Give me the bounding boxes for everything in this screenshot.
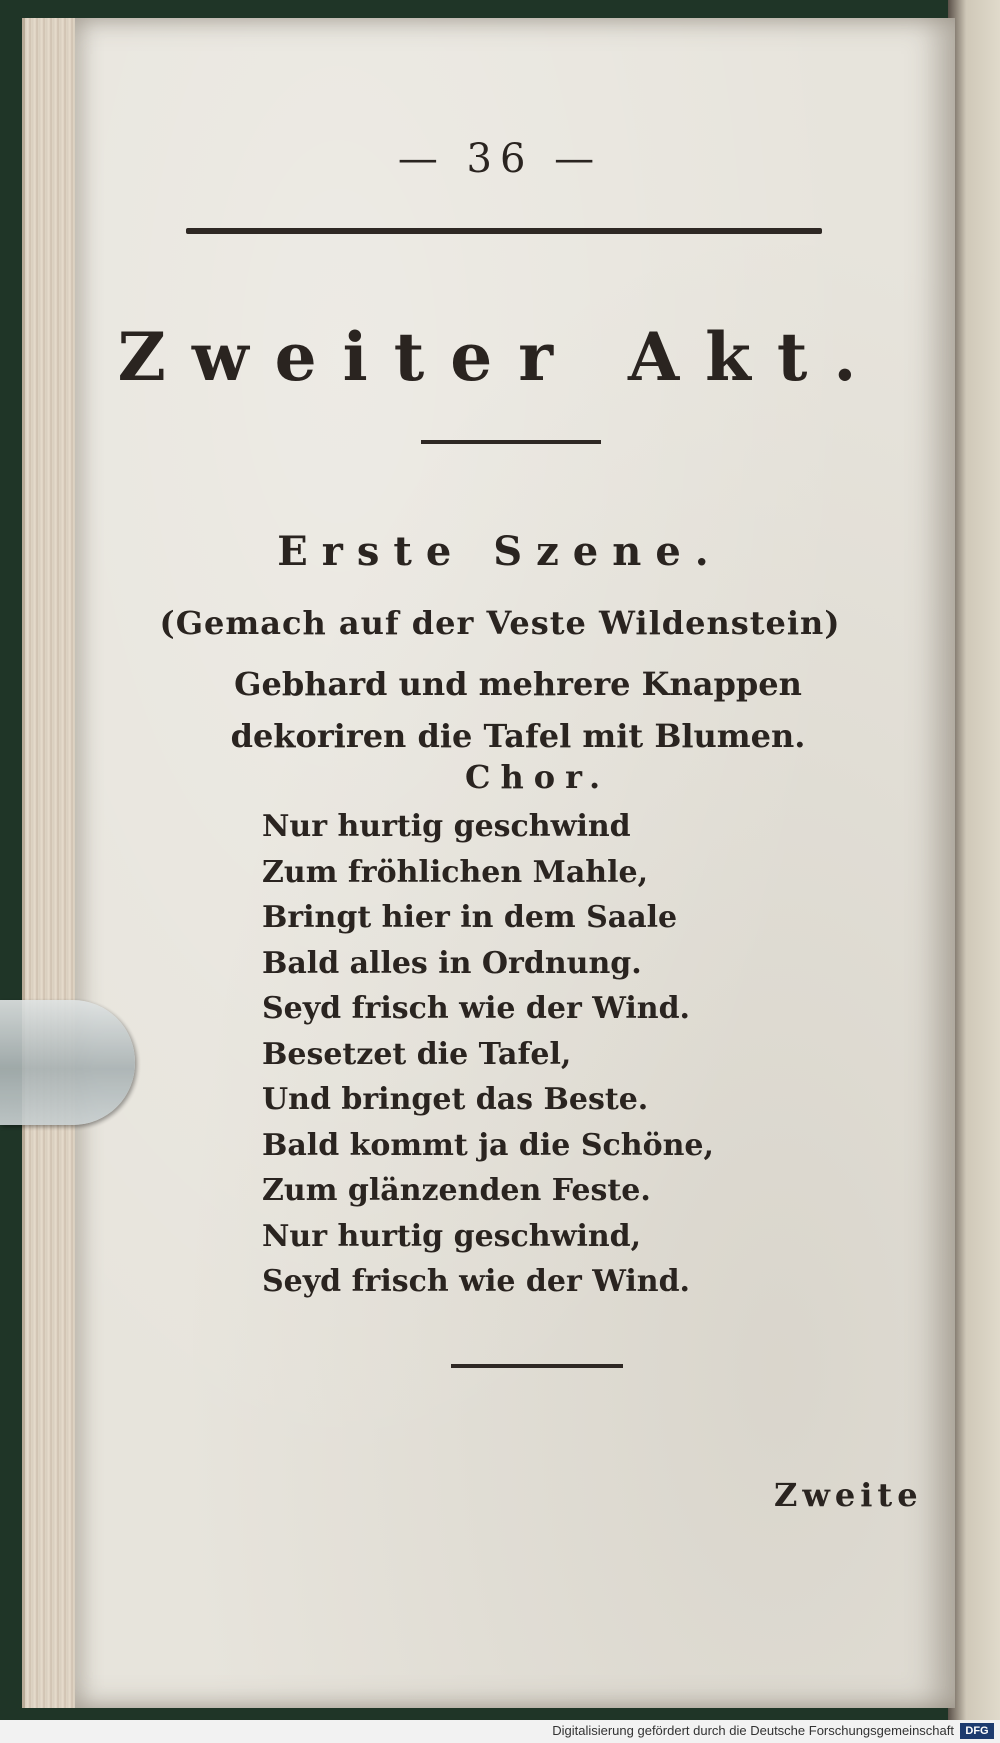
act-divider — [421, 440, 601, 444]
verse-line: Bald kommt ja die Schöne, — [262, 1127, 714, 1163]
act-title: Zweiter Akt. — [117, 318, 883, 396]
dfg-logo-icon: DFG — [960, 1723, 994, 1739]
catchword: Zweite — [774, 1476, 923, 1514]
verse-line: Zum glänzenden Feste. — [262, 1173, 651, 1208]
page-number: — 36 — — [397, 136, 603, 182]
scene-title: Erste Szene. — [277, 528, 723, 575]
verse-line: Und bringet das Beste. — [262, 1082, 649, 1117]
scene-end-rule — [451, 1364, 623, 1368]
verse-line: Bringt hier in dem Saale — [262, 900, 678, 935]
page-clip — [0, 1000, 135, 1125]
header-rule — [186, 228, 822, 234]
facing-page-edge — [948, 0, 1000, 1720]
digitization-footer — [0, 1720, 1000, 1743]
funding-notice: Digitalisierung gefördert durch die Deutsche Forschungsgemeinschaft — [552, 1723, 954, 1738]
scene-location: (Gemach auf der Veste Wildenstein) — [159, 604, 841, 642]
chorus-verse — [262, 804, 714, 1305]
chorus-label: Chor. — [465, 758, 611, 796]
verse-line: Zum fröhlichen Mahle, — [262, 854, 649, 890]
verse-line: Nur hurtig geschwind, — [262, 1218, 642, 1254]
verse-line: Nur hurtig geschwind — [262, 809, 631, 844]
verse-line: Besetzet die Tafel, — [262, 1036, 572, 1072]
verse-line: Seyd frisch wie der Wind. — [262, 991, 690, 1026]
stage-direction: Gebhard und mehrere Knappen dekoriren die Tafel mit Blumen. — [230, 665, 806, 755]
verse-line: Bald alles in Ordnung. — [262, 945, 642, 981]
verse-line: Seyd frisch wie der Wind. — [262, 1264, 690, 1299]
